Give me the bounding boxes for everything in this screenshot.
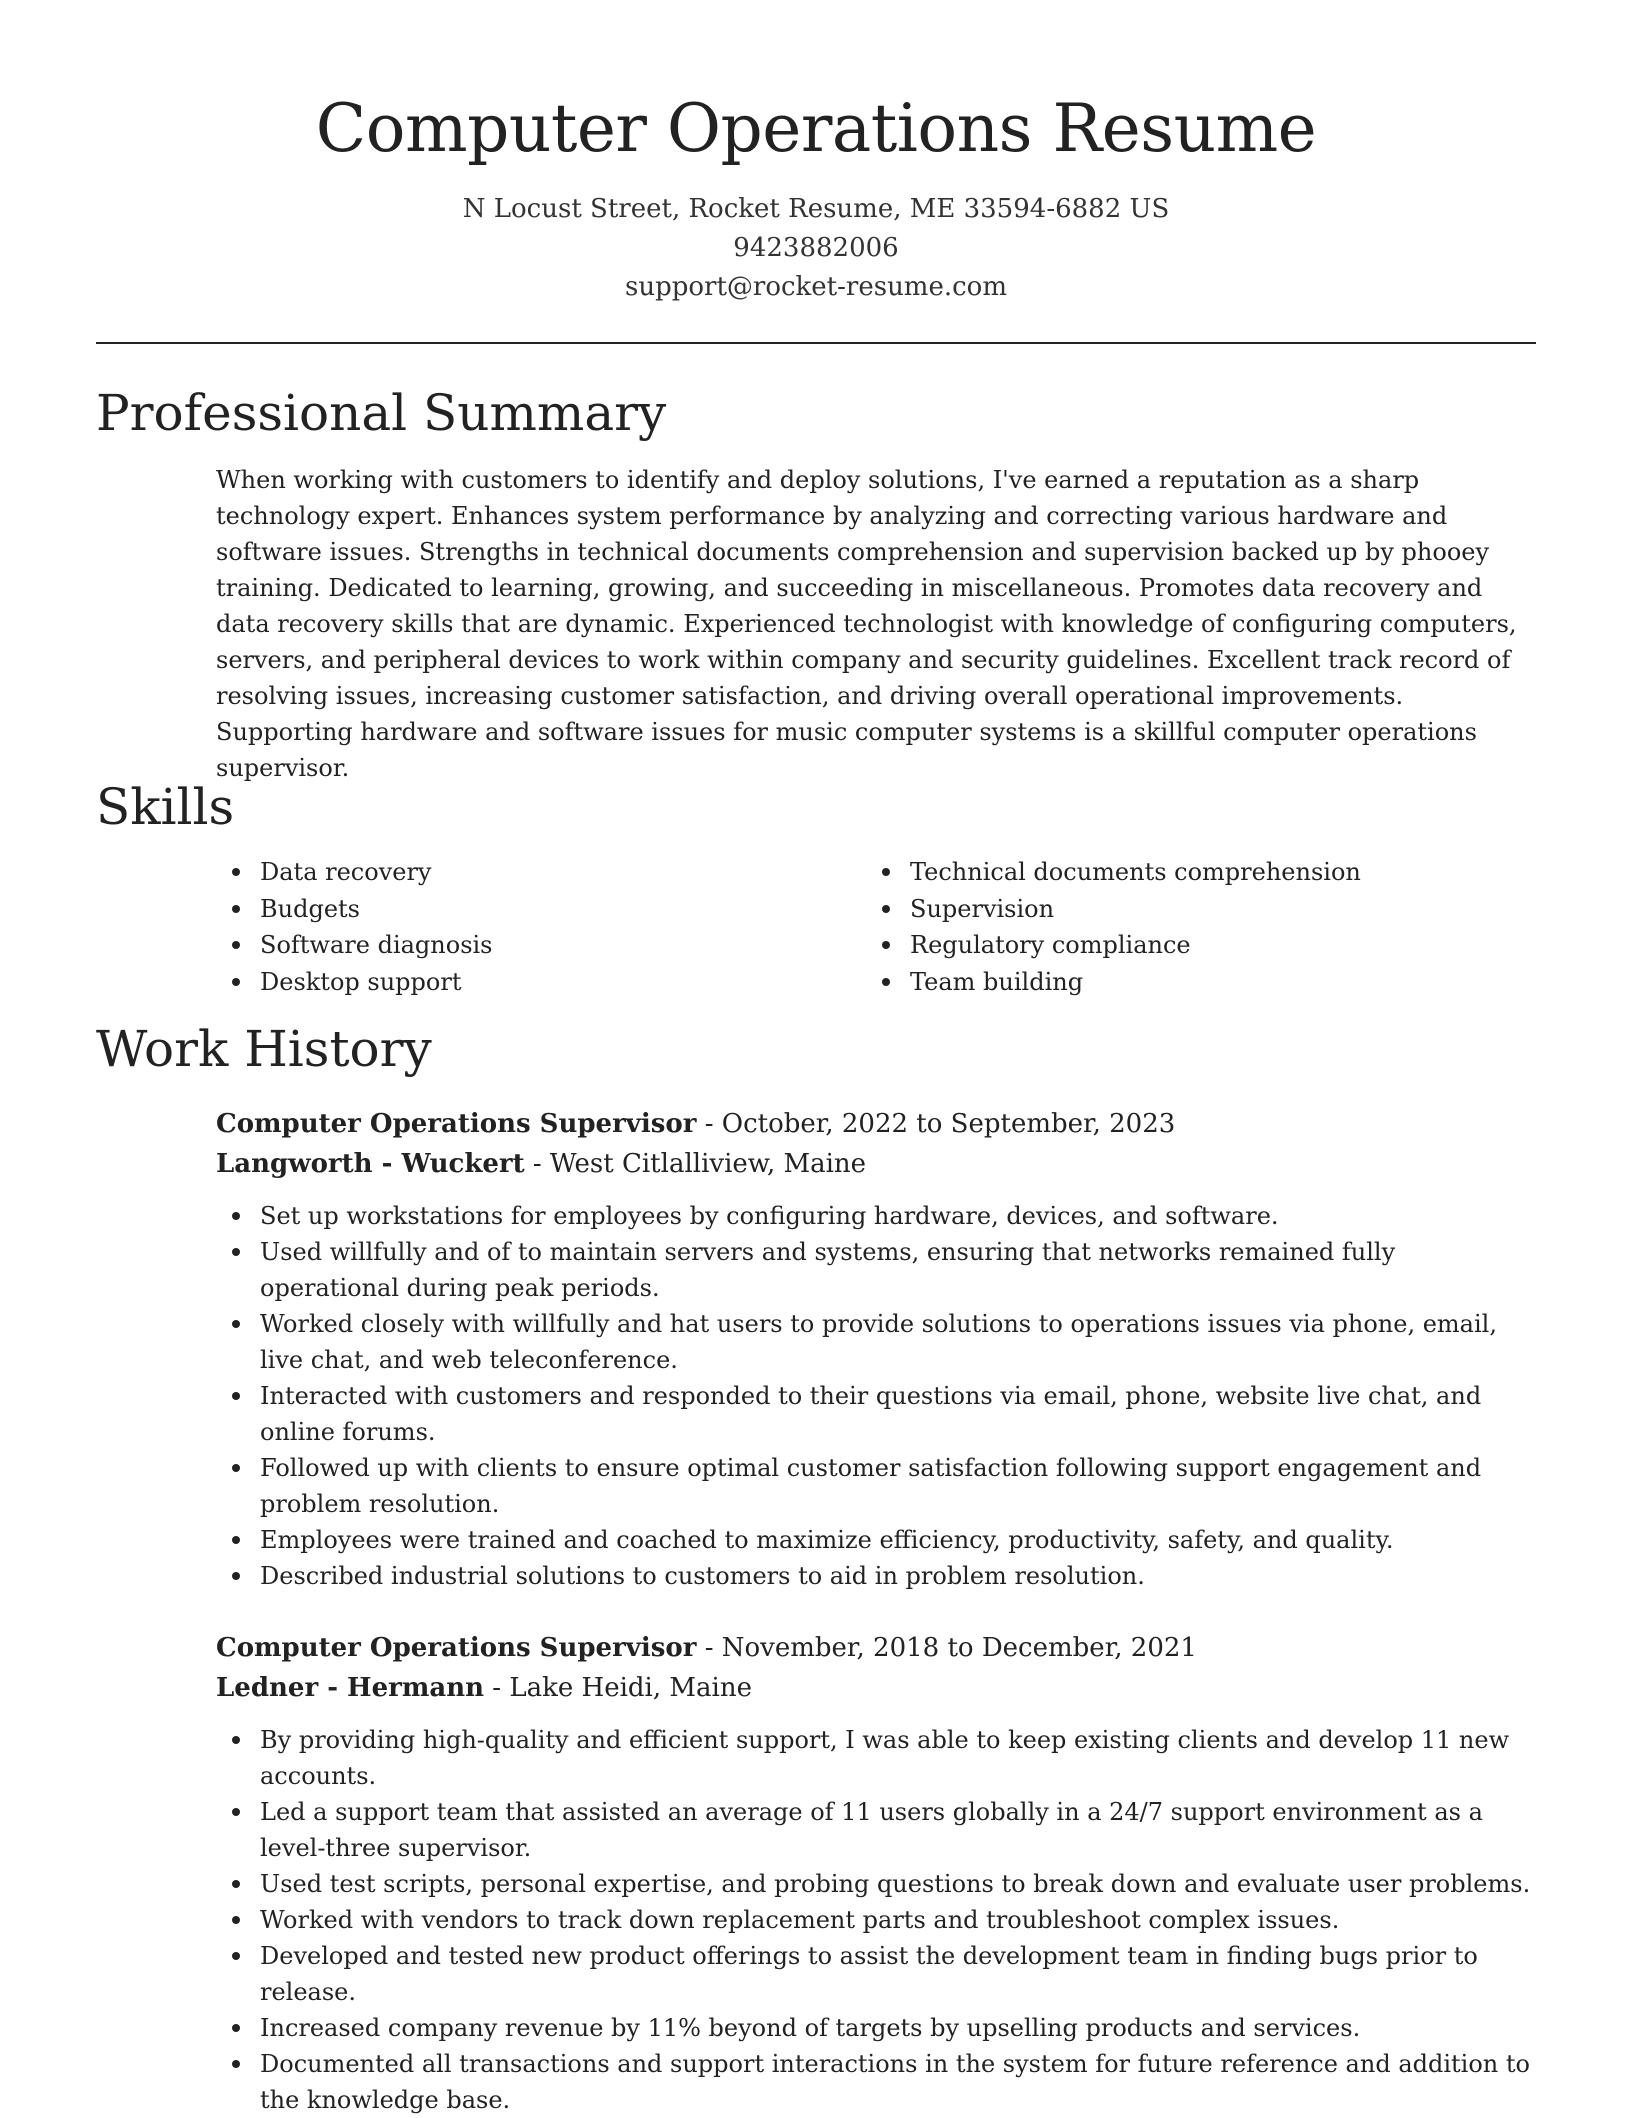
bullet-icon [232,1212,240,1220]
job-company: Langworth - Wuckert [216,1149,525,1179]
skills-column-left [216,854,493,1000]
bullet-icon [232,2024,240,2032]
skills-column-right [866,854,1361,1000]
bullet-icon [232,2060,240,2068]
job-dates: October, 2022 to September, 2023 [721,1109,1176,1139]
job-bullet-list [216,1722,1536,2118]
skill-item: Software diagnosis [216,927,493,964]
resume-title: Computer Operations Resume [315,90,1317,167]
job-role: Computer Operations Supervisor [216,1109,697,1139]
bullet-icon [232,1736,240,1744]
bullet-icon [232,1464,240,1472]
bullet-icon [232,1320,240,1328]
skill-item: Supervision [866,891,1361,928]
skills-heading: Skills [96,778,235,836]
job-location: Lake Heidi, Maine [509,1673,752,1703]
bullet-icon [882,941,890,949]
skill-item: Budgets [216,891,493,928]
contact-block [0,190,1632,307]
job-bullet: Developed and tested new product offerings to assist the development team in finding bugs prior to release. [216,1938,1536,2010]
contact-email: support@rocket-resume.com [624,272,1007,302]
job-role: Computer Operations Supervisor [216,1633,697,1663]
bullet-icon [232,1916,240,1924]
job-bullet: Employees were trained and coached to maximize efficiency, productivity, safety, and quality. [216,1522,1536,1558]
bullet-icon [882,905,890,913]
bullet-icon [232,1880,240,1888]
bullet-icon [232,1248,240,1256]
job-bullet: Set up workstations for employees by configuring hardware, devices, and software. [216,1198,1536,1234]
job-bullet-list [216,1198,1536,1594]
bullet-icon [232,1392,240,1400]
job-bullet: Increased company revenue by 11% beyond of targets by upselling products and services. [216,2010,1536,2046]
skill-item: Technical documents comprehension [866,854,1361,891]
job-entry [216,1628,1536,2118]
job-bullet: Led a support team that assisted an average of 11 users globally in a 24/7 support environment as a level-three supervisor. [216,1794,1536,1866]
skill-item: Team building [866,964,1361,1001]
bullet-icon [232,1536,240,1544]
skill-item: Data recovery [216,854,493,891]
bullet-icon [232,905,240,913]
bullet-icon [232,1572,240,1580]
bullet-icon [882,978,890,986]
job-bullet: Worked with vendors to track down replacement parts and troubleshoot complex issues. [216,1902,1536,1938]
contact-phone: 9423882006 [733,233,899,263]
job-title-line: Computer Operations Supervisor - October, 2022 to September, 2023 [216,1109,1176,1139]
job-entry [216,1104,1536,1594]
header-divider [96,342,1536,344]
job-dates: November, 2018 to December, 2021 [721,1633,1197,1663]
job-company: Ledner - Hermann [216,1673,485,1703]
work-history-heading: Work History [96,1020,432,1078]
bullet-icon [232,1808,240,1816]
bullet-icon [232,941,240,949]
job-title-line: Computer Operations Supervisor - November, 2018 to December, 2021 [216,1633,1197,1663]
job-bullet: Followed up with clients to ensure optimal customer satisfaction following support engagement and problem resolution. [216,1450,1536,1522]
bullet-icon [232,1952,240,1960]
summary-text: When working with customers to identify and deploy solutions, I've earned a reputation as a sharp technology expert. Enhances system performance by analyzing and correcting various hardware and software issues. Strengths in technical documents comprehension and supervision backed up by phooey training. Dedicated to learning, growing, and succeeding in miscellaneous. Promotes data recovery and data recovery skills that are dynamic. Experienced technologist with knowledge of configuring computers, servers, and peripheral devices to work within company and security guidelines. Excellent track record of resolving issues, increasing customer satisfaction, and driving overall operational improvements. Supporting hardware and software issues for music computer systems is a skillful computer operations supervisor. [216,466,1517,782]
job-company-line: Langworth - Wuckert - West Citlalliview, Maine [216,1149,867,1179]
job-location: West Citlalliview, Maine [549,1149,867,1179]
job-bullet: By providing high-quality and efficient support, I was able to keep existing clients and develop 11 new accounts. [216,1722,1536,1794]
job-company-line: Ledner - Hermann - Lake Heidi, Maine [216,1673,752,1703]
job-bullet: Used willfully and of to maintain servers and systems, ensuring that networks remained fully operational during peak periods. [216,1234,1536,1306]
contact-address: N Locust Street, Rocket Resume, ME 33594-6882 US [462,194,1170,224]
bullet-icon [232,978,240,986]
job-bullet: Interacted with customers and responded to their questions via email, phone, website live chat, and online forums. [216,1378,1536,1450]
resume-header [0,0,1632,307]
job-bullet: Used test scripts, personal expertise, and probing questions to break down and evaluate user problems. [216,1866,1536,1902]
bullet-icon [232,868,240,876]
summary-heading: Professional Summary [96,384,667,442]
job-bullet: Documented all transactions and support interactions in the system for future reference and addition to the knowledge base. [216,2046,1536,2118]
skill-item: Desktop support [216,964,493,1001]
job-bullet: Described industrial solutions to customers to aid in problem resolution. [216,1558,1536,1594]
skill-item: Regulatory compliance [866,927,1361,964]
job-bullet: Worked closely with willfully and hat users to provide solutions to operations issues via phone, email, live chat, and web teleconference. [216,1306,1536,1378]
bullet-icon [882,868,890,876]
